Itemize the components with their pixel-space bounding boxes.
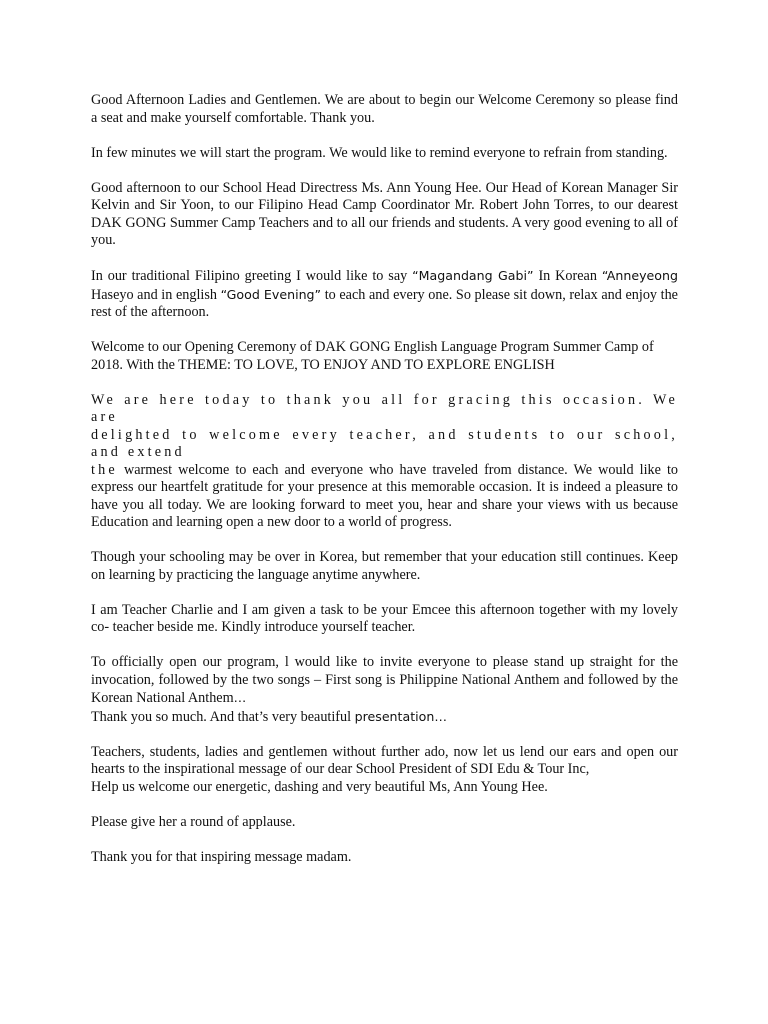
paragraph-applause: Please give her a round of applause. <box>91 813 296 830</box>
thanks-line-2: delighted to welcome every teacher, and students to our school, and extend <box>91 426 678 460</box>
paragraph-introduction <box>91 744 678 797</box>
greeting-text-1: In our traditional Filipino greeting I would like to say <box>91 268 413 284</box>
invocation-ellipsis: … <box>233 690 247 705</box>
paragraph-filipino-greeting <box>91 267 678 322</box>
paragraph-closing: Thank you for that inspiring message madam. <box>91 848 352 865</box>
paragraph-greetings: Good afternoon to our School Head Directress Ms. Ann Young Hee. Our Head of Korean Manager Sir Kelvin and Sir Yoon, to our Filipino Head Camp Coordinator Mr. Robert John Torres, to our dearest DAK GONG Summer Camp Teachers and to all our friends and students. A very good evening to all of you. <box>91 179 678 248</box>
paragraph-welcome: Good Afternoon Ladies and Gentlemen. We are about to begin our Welcome Ceremony so please find a seat and make yourself comfortable. Thank you. <box>91 92 678 126</box>
thanks-body: warmest welcome to each and everyone who have traveled from distance. We would like to express our heartfelt gratitude for your presence at this memorable occasion. It is indeed a pleasure to have you all today. We are looking forward to meet you, hear and share your views with us because Education and learning open a new door to a world of progress. <box>91 461 678 530</box>
presentation-text: Thank you so much. And that’s very beautiful <box>91 708 355 725</box>
presentation-ellipsis: … <box>434 708 447 724</box>
thanks-line-1: We are here today to thank you all for gracing this occasion. We are <box>91 391 678 425</box>
greeting-text-3: Haseyo and in english <box>91 286 221 303</box>
paragraph-invocation <box>91 654 678 726</box>
paragraph-reminder: In few minutes we will start the program. We would like to remind everyone to refrain from standing. <box>91 144 668 161</box>
greeting-quote-magandang-gabi: “Magandang Gabi” <box>412 268 534 283</box>
paragraph-opening-theme: Welcome to our Opening Ceremony of DAK GONG English Language Program Summer Camp of 2018. With the THEME: TO LOVE, TO ENJOY AND TO EXPLORE ENGLISH <box>91 339 654 373</box>
greeting-quote-anneyeong: “Anneyeong <box>601 268 678 283</box>
greeting-text-2: In Korean <box>533 268 602 284</box>
paragraph-thanks <box>91 392 678 532</box>
introduction-line-2: Help us welcome our energetic, dashing and very beautiful Ms, Ann Young Hee. <box>91 778 548 795</box>
invocation-text: To officially open our program, l would like to invite everyone to please stand up straight for the invocation, followed by the two songs – First song is Philippine National Anthem and followed by the Korean National Anthem <box>91 654 678 706</box>
introduction-text: Teachers, students, ladies and gentlemen without further ado, now let us lend our ears and open our hearts to the inspirational message of our dear School President of SDI Edu & Tour Inc, <box>91 743 678 777</box>
presentation-line <box>91 708 678 727</box>
greeting-text-4: to each and every one. So please sit down, relax and enjoy the rest of the afternoon. <box>91 286 678 320</box>
presentation-word: presentation <box>354 708 435 724</box>
greeting-quote-good-evening: “Good Evening” <box>220 286 322 302</box>
document-page <box>91 92 678 884</box>
thanks-line-3-lead: the <box>91 461 118 478</box>
paragraph-schooling: Though your schooling may be over in Korea, but remember that your education still continues. Keep on learning by practicing the language anytime anywhere. <box>91 549 678 583</box>
paragraph-emcee: I am Teacher Charlie and I am given a task to be your Emcee this afternoon together with my lovely co- teacher beside me. Kindly introduce yourself teacher. <box>91 601 678 635</box>
